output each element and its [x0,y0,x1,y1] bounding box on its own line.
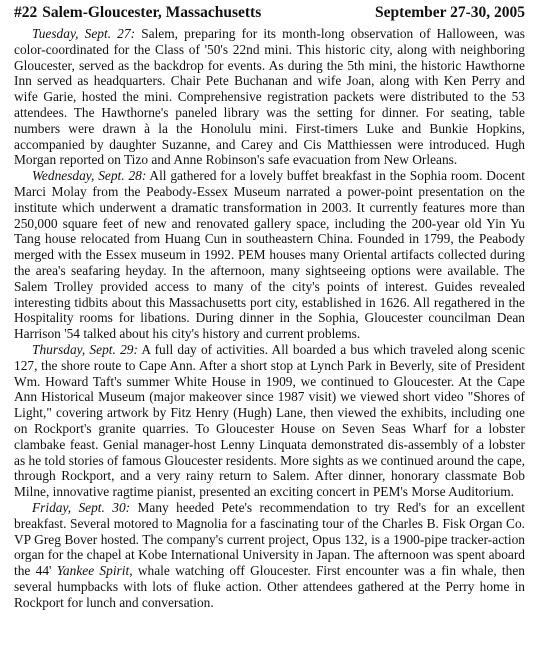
issue-number: #22 [14,4,38,21]
paragraph-text-friday-start: Many heeded Pete's recommendation to try Red's for an excellent breakfast. Several motored to Magnolia for a fascinating tour of the Charles B. Fisk Organ Co. VP Greg Bover hosted. The company's current project, Opus 132, is a 1900-pipe tracker-action organ for the chapel at Kobe International University in Japan. The afternoon was spent aboard the 44' [14,499,525,579]
paragraph-text-tuesday: Salem, preparing for its month-long observation of Halloween, was color-coordinated for the Class of '50's 22nd mini. This historic city, along with neighboring Gloucester, served as the backdrop for events. As during the 5th mini, the historic Hawthorne Inn served as headquarters. Chair Pete Buchanan and wife Joan, along with Ken Perry and wife Garie, hosted the mini. Comprehensive registration packets were distributed to the 53 attendees. The Hawthorne's paneled library was the setting for dinner. For seating, table numbers were drawn à la the Honolulu mini. First-timers Luke and Bunkie Hopkins, accompanied by daughter Suzanne, and Carey and Cis Matthiessen were introduced. Hugh Morgan reported on Tizo and Anne Robinson's safe evacuation from New Orleans. [14,26,526,168]
paragraph-thursday [14,342,525,500]
day-label-wednesday: Wednesday, Sept. 28: [32,168,147,184]
page-header [14,3,525,23]
paragraph-wednesday [14,168,525,342]
day-label-tuesday: Tuesday, Sept. 27: [32,26,136,41]
paragraph-text-friday-end: whale watching off Gloucester. First encounter was a fin whale, then several humpbacks with lots of fluke action. Other attendees gathered at the Perry home in Rockport for lunch and conversation. [14,563,525,610]
event-dates: September 27-30, 2005 [375,4,525,21]
paragraph-friday [14,500,525,611]
paragraph-text-wednesday: All gathered for a lovely buffet breakfast in the Sophia room. Docent Marci Molay from the Peabody-Essex Museum narrated a power-point presentation on the institute which underwent a dramatic transformation in 2003. It currently features more than 250,000 square feet of new and renovated gallery space, including the 200-year old Yin Yu Tang house relocated from Huang Cun in southeastern China. Founded in 1799, the Peabody merged with the Essex museum in 1992. PEM houses many Oriental artifacts collected during the area's seafaring heyday. In the afternoon, many sightseeing options were available. The Salem Trolley provided access to many of the city's points of interest. Guides revealed interesting tidbits about this Massachusetts port city, established in 1626. All regathered in the Hospitality rooms for libations. During dinner in the Sophia, Gloucester councilman Dean Harrison '54 talked about his city's history and current problems. [14,168,525,342]
article-body [14,26,525,610]
day-label-friday: Friday, Sept. 30: [32,499,131,515]
paragraph-tuesday [14,26,525,168]
header-title [14,3,261,23]
paragraph-text-thursday: A full day of activities. All boarded a bus which traveled along scenic 127, the shore route to Cape Ann. After a short stop at Lynch Park in Beverly, site of President Wm. Howard Taft's summer White House in 1909, we continued to Gloucester. At the Cape Ann Historical Museum (major makeover since 1987 visit) we viewed short video "Shores of Light," covering artwork by Fitz Henry (Hugh) Lane, then viewed the exhibits, including one on Rockport's granite quarries. To Gloucester House on Seven Seas Wharf for a lobster clambake feast. Genial manager-host Lenny Linquata demonstrated dis-assembly of a lobster as he told stories of famous Gloucester residents. More sights as we continued around the cape, through Rockport, and a very rainy return to Salem. After dinner, honorary classmate Bob Milne, innovative ragtime pianist, presented an exciting concert in PEM's Morse Auditorium. [14,341,525,500]
vessel-name: Yankee Spirit, [56,563,133,579]
location-title: Salem-Gloucester, Massachusetts [42,4,262,21]
day-label-thursday: Thursday, Sept. 29: [32,341,138,357]
